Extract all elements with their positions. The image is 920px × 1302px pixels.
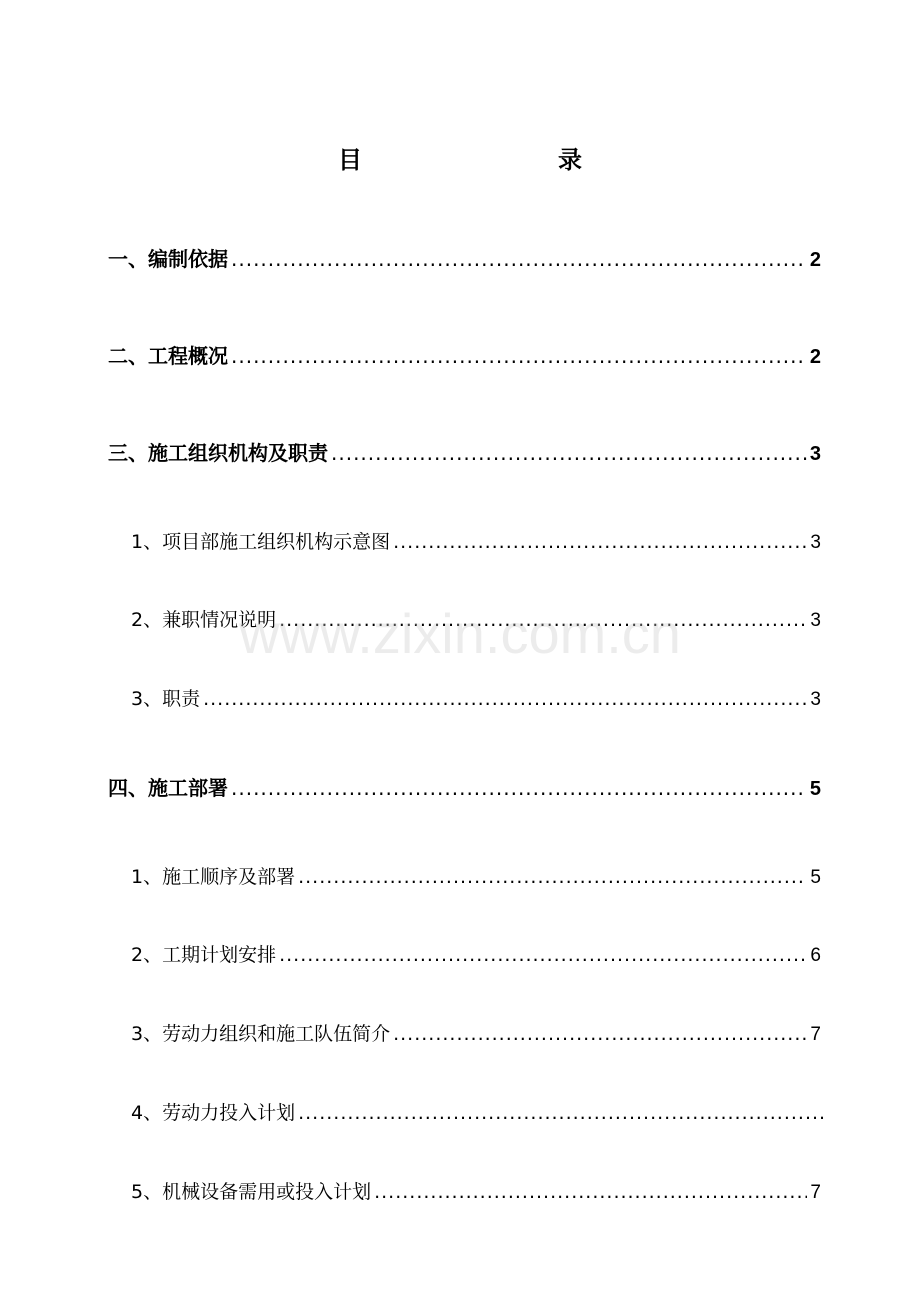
toc-page-number: 2 — [809, 249, 821, 271]
toc-entry[interactable] — [131, 684, 821, 714]
toc-entry[interactable] — [131, 862, 821, 892]
toc-entry-label: 3、劳动力组织和施工队伍简介 — [131, 1023, 391, 1045]
toc-dot-leader — [231, 341, 807, 371]
toc-dot-leader — [231, 773, 807, 803]
toc-page-number: 6 — [810, 945, 821, 966]
toc-page-number: 3 — [810, 689, 821, 710]
toc-entry-label: 4、劳动力投入计划 — [131, 1102, 296, 1124]
toc-dot-leader — [374, 1177, 807, 1207]
toc-entry[interactable] — [108, 341, 821, 371]
toc-dot-leader — [331, 438, 807, 468]
toc-page-number: 7 — [810, 1182, 821, 1203]
toc-entry-label: 二、工程概况 — [108, 344, 228, 368]
toc-entry-label: 3、职责 — [131, 688, 201, 710]
toc-entry-label: 1、施工顺序及部署 — [131, 866, 296, 888]
toc-entry[interactable] — [131, 527, 821, 557]
watermark: www.zixin.com.cn — [239, 602, 681, 665]
toc-entry[interactable] — [108, 438, 821, 468]
toc-page-number: 7 — [810, 1024, 821, 1045]
toc-title: 目 录 — [338, 146, 668, 174]
toc-dot-leader — [298, 862, 807, 892]
toc-dot-leader — [231, 244, 807, 274]
toc-entry-label: 2、兼职情况说明 — [131, 609, 277, 631]
toc-dot-leader — [279, 940, 807, 970]
toc-page-number: 5 — [809, 778, 821, 800]
toc-entry[interactable] — [131, 1098, 825, 1128]
toc-page-number: 3 — [810, 532, 821, 553]
toc-entry[interactable] — [131, 605, 821, 635]
toc-dot-leader — [393, 1019, 807, 1049]
toc-entry-label: 三、施工组织机构及职责 — [108, 441, 328, 465]
toc-entry-label: 2、工期计划安排 — [131, 944, 277, 966]
toc-entry-label: 一、编制依据 — [108, 247, 228, 271]
toc-entry[interactable] — [131, 1019, 821, 1049]
toc-entry[interactable] — [131, 940, 821, 970]
toc-page-number: 2 — [809, 346, 821, 368]
toc-page-number: 5 — [810, 867, 821, 888]
toc-dot-leader — [203, 684, 807, 714]
toc-entry-label: 5、机械设备需用或投入计划 — [131, 1181, 372, 1203]
toc-entry-label: 四、施工部署 — [108, 776, 228, 800]
toc-entry[interactable] — [108, 773, 821, 803]
toc-entry[interactable] — [108, 244, 821, 274]
toc-page-number: 3 — [809, 443, 821, 465]
toc-dot-leader — [279, 605, 807, 635]
toc-dot-leader — [298, 1098, 825, 1128]
toc-entry-label: 1、项目部施工组织机构示意图 — [131, 531, 391, 553]
toc-entry[interactable] — [131, 1177, 821, 1207]
toc-dot-leader — [393, 527, 807, 557]
toc-page-number: 3 — [810, 610, 821, 631]
